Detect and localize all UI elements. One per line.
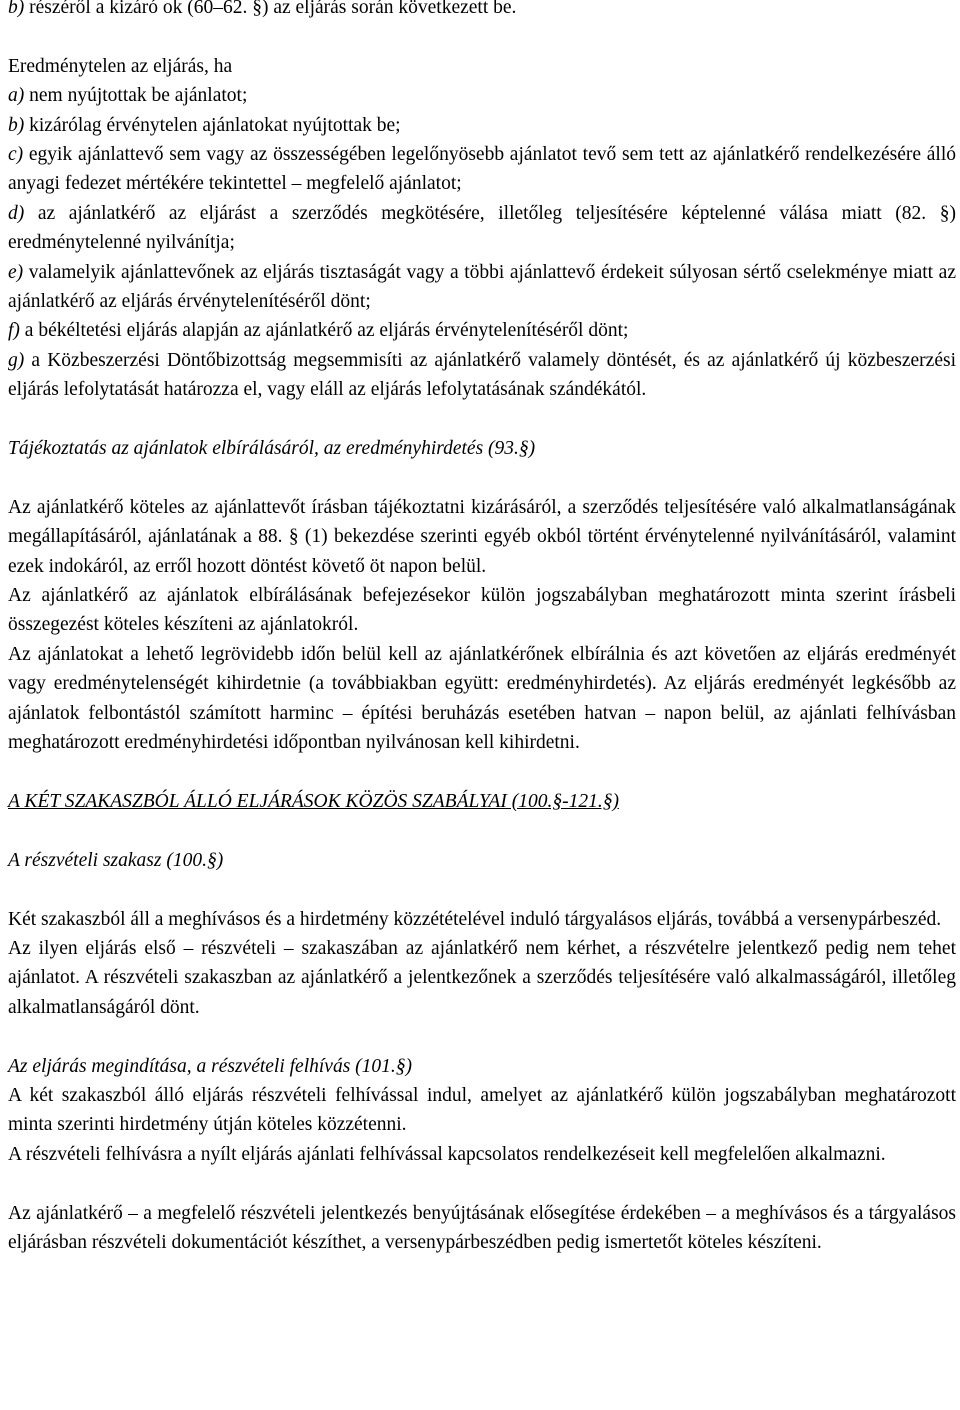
section-heading-93: Tájékoztatás az ajánlatok elbírálásáról, az eredményhirdetés (93.§) [8,438,536,460]
list-letter: g) [8,349,25,371]
spacer [8,405,956,434]
list-item-c [8,140,956,199]
list-item-f [8,316,956,345]
list-text: valamelyik ajánlattevőnek az eljárás tisztaságát vagy a többi ajánlattevő érdekeit súlyosan sértő cselekménye miatt az ajánlatkérő az eljárás érvénytelenítéséről dönt; [8,261,956,313]
paragraph: Az ajánlatokat a lehető legrövidebb időn belül kell az ajánlatkérőnek elbírálnia és azt követően az eljárás eredményét vagy eredménytelenségét kihirdetnie (a továbbiakban együtt: eredményhirdetés). Az eljárás eredményét legkésőbb az ajánlatok felbontástól számított harminc – építési beruházás esetében hatvan – napon belül, az ajánlati felhívásban meghatározott eredményhirdetési időpontban nyilvánosan kell kihirdetni. [8,643,956,754]
list-text: az ajánlatkérő az eljárást a szerződés megkötésére, illetőleg teljesítésére képtelenné válása miatt (82. §) eredménytelenné nyilvánítja; [8,202,956,254]
paragraph: A részvételi felhívásra a nyílt eljárás ajánlati felhívással kapcsolatos rendelkezéseit kell megfelelően alkalmazni. [8,1143,886,1165]
paragraph: Az ilyen eljárás első – részvételi – szakaszában az ajánlatkérő nem kérhet, a részvételre jelentkező pedig nem tehet ajánlatot. A részvételi szakaszban az ajánlatkérő a jelentkezőnek a szerződés teljesítésére való alkalmasságáról, illetőleg alkalmatlanságáról dönt. [8,937,956,1018]
list-intro: Eredménytelen az eljárás, ha [8,55,233,77]
list-item-d [8,199,956,258]
spacer [8,758,956,787]
list-text: a Közbeszerzési Döntőbizottság megsemmisíti az ajánlatkérő valamely döntését, és az ajánlatkérő új közbeszerzési eljárás lefolytatását határozza el, vagy eláll az eljárás lefolytatásának szándékától. [8,349,956,401]
list-item-g [8,346,956,405]
list-item-e [8,258,956,317]
list-text: nem nyújtottak be ajánlatot; [24,85,248,107]
list-letter: b) [8,114,25,136]
list-letter: c) [8,144,24,166]
list-letter: b) [8,0,25,18]
list-letter: d) [8,202,25,224]
spacer [8,463,956,492]
paragraph: Két szakaszból áll a meghívásos és a hirdetmény közzétételével induló tárgyalásos eljárás, továbbá a versenypárbeszéd. [8,908,942,930]
spacer [8,816,956,845]
list-text: kizárólag érvénytelen ajánlatokat nyújtottak be; [24,114,401,136]
list-item-b-tail [8,0,956,22]
list-text: egyik ajánlattevő sem vagy az összességében legelőnyösebb ajánlatot tevő sem tett az ajánlatkérő rendelkezésére álló anyagi fedezet mértékére tekintettel – megfelelő ajánlatot; [8,144,956,195]
list-text: a békéltetési eljárás alapján az ajánlatkérő az eljárás érvénytelenítéséről dönt; [19,320,629,342]
spacer [8,875,956,904]
section-heading-100: A részvételi szakasz (100.§) [8,849,224,871]
part-title: A KÉT SZAKASZBÓL ÁLLÓ ELJÁRÁSOK KÖZÖS SZABÁLYAI (100.§-121.§) [8,790,619,812]
list-letter: f) [8,320,20,342]
paragraph: Az ajánlatkérő köteles az ajánlattevőt írásban tájékoztatni kizárásáról, a szerződés teljesítésére való alkalmatlanságának megállapításáról, ajánlatának a 88. § (1) bekezdése szerinti egyéb okból történt érvénytelenné nyilvánításáról, valamint ezek indokáról, az erről hozott döntést követő öt napon belül. [8,496,956,577]
paragraph: Az ajánlatkérő – a megfelelő részvételi jelentkezés benyújtásának elősegítése érdekében – a meghívásos és a tárgyalásos eljárásban részvételi dokumentációt készíthet, a versenypárbeszédben pedig ismertetőt köteles készíteni. [8,1202,956,1253]
list-item-b [8,111,956,140]
list-text: részéről a kizáró ok (60–62. §) az eljárás során következett be. [24,0,517,18]
list-letter: e) [8,261,24,283]
section-heading-101: Az eljárás megindítása, a részvételi felhívás (101.§) [8,1055,413,1077]
paragraph: A két szakaszból álló eljárás részvételi felhívással indul, amelyet az ajánlatkérő külön jogszabályban meghatározott minta szerinti hirdetmény útján köteles közzétenni. [8,1084,956,1136]
spacer [8,1169,956,1198]
spacer [8,1022,956,1051]
spacer [8,22,956,51]
list-letter: a) [8,85,25,107]
paragraph: Az ajánlatkérő az ajánlatok elbírálásának befejezésekor külön jogszabályban meghatározott minta szerint írásbeli összegezést köteles készíteni az ajánlatokról. [8,585,956,636]
list-item-a [8,81,956,110]
document-page [8,0,956,1257]
